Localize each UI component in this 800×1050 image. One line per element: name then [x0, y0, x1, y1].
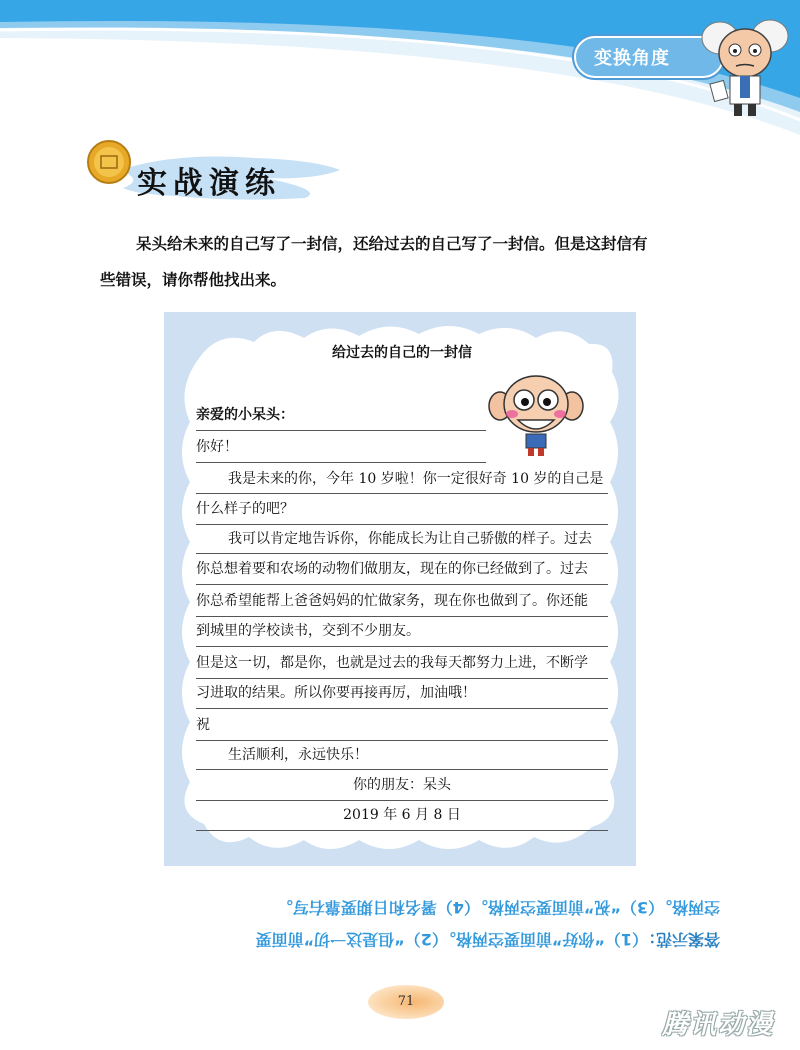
answer-text-1: （1）“你好”前面要空两格。（2）“但是这一切”前面要 — [255, 930, 640, 949]
chapter-badge-label: 变换角度 — [594, 48, 670, 69]
professor-mascot-illustration — [690, 8, 800, 118]
coin-icon — [85, 138, 133, 186]
letter-line: 什么样子的吧？ — [196, 494, 608, 525]
letter-line: 我可以肯定地告诉你，你能成长为让自己骄傲的样子。过去 — [196, 524, 608, 554]
letter-line: 你总想着要和农场的动物们做朋友，现在的你已经做到了。过去 — [196, 554, 608, 585]
section-heading — [75, 138, 335, 208]
letter-closing-2: 生活顺利，永远快乐！ — [196, 740, 608, 770]
watermark-logo: 腾讯动漫 — [662, 1010, 775, 1040]
letter-greeting: 你好！ — [196, 432, 486, 463]
letter-line: 但是这一切，都是你，也就是过去的我每天都努力上进，不断学 — [196, 648, 608, 679]
letter-title: 给过去的自己的一封信 — [332, 345, 472, 361]
page-number: 71 — [368, 985, 444, 1019]
answer-label: 答案示范： — [639, 930, 720, 949]
letter-salutation: 亲爱的小呆头： — [196, 400, 486, 431]
answer-line-2: 空两格。（3）“祝”前面要空两格。（4）署名和日期要靠右写。 — [276, 898, 720, 917]
answer-line-1 — [100, 923, 720, 955]
letter-line: 习进取的结果。所以你要再接再厉，加油哦！ — [196, 678, 608, 709]
instruction-line-1: 呆头给未来的自己写了一封信，还给过去的自己写了一封信。但是这封信有 — [136, 235, 648, 253]
letter-line: 到城里的学校读书，交到不少朋友。 — [196, 616, 608, 647]
answer-key-upside-down — [100, 885, 720, 955]
letter-date: 2019 年 6 月 8 日 — [196, 800, 608, 831]
letter-line: 你总希望能帮上爸爸妈妈的忙做家务，现在你也做到了。你还能 — [196, 586, 608, 617]
instruction-line-2: 些错误，请你帮他找出来。 — [100, 271, 287, 289]
exercise-instructions — [100, 226, 720, 298]
section-title: 实战演练 — [137, 166, 281, 201]
letter-signature: 你的朋友：呆头 — [196, 770, 608, 801]
letter-closing-1: 祝 — [196, 710, 608, 741]
letter-line: 我是未来的你，今年 10 岁啦！你一定很好奇 10 岁的自己是 — [196, 464, 608, 494]
boy-mascot-illustration — [488, 372, 584, 456]
